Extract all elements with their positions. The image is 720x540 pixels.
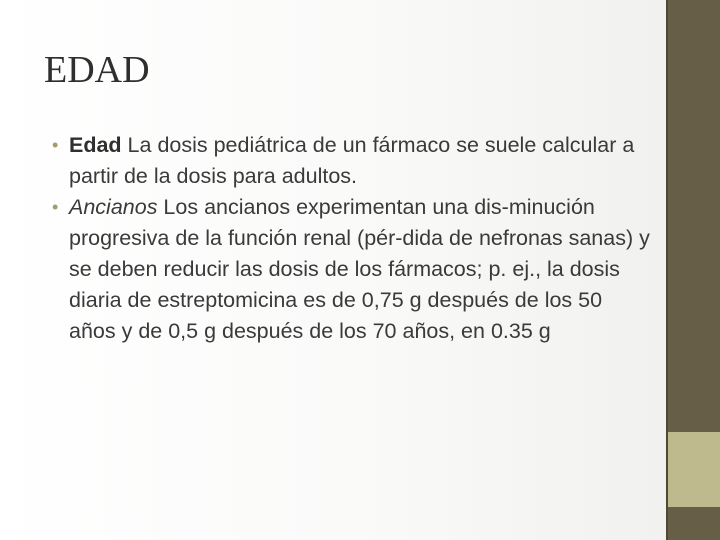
sidebar-decoration	[666, 0, 720, 540]
bullet-list	[52, 130, 652, 347]
bullet-item-edad	[52, 130, 652, 192]
bullet-term: Edad	[69, 133, 122, 157]
slide-title: EDAD	[44, 49, 150, 91]
bullet-icon: •	[52, 197, 59, 217]
bullet-text: La dosis pediátrica de un fármaco se suele calcular a partir de la dosis para adultos.	[69, 133, 635, 188]
bullet-icon: •	[52, 135, 59, 155]
bullet-text: Los ancianos experimentan una dis-minución progresiva de la función renal (pér-dida de nefronas sanas) y se deben reducir las dosis de los fármacos; p. ej., la dosis diaria de estreptomicina es de 0,75 g después de los 50 años y de 0,5 g después de los 70 años, en 0.35 g	[69, 195, 650, 343]
bullet-term: Ancianos	[69, 195, 158, 219]
sidebar-accent-block	[668, 432, 720, 507]
bullet-item-ancianos	[52, 192, 652, 347]
